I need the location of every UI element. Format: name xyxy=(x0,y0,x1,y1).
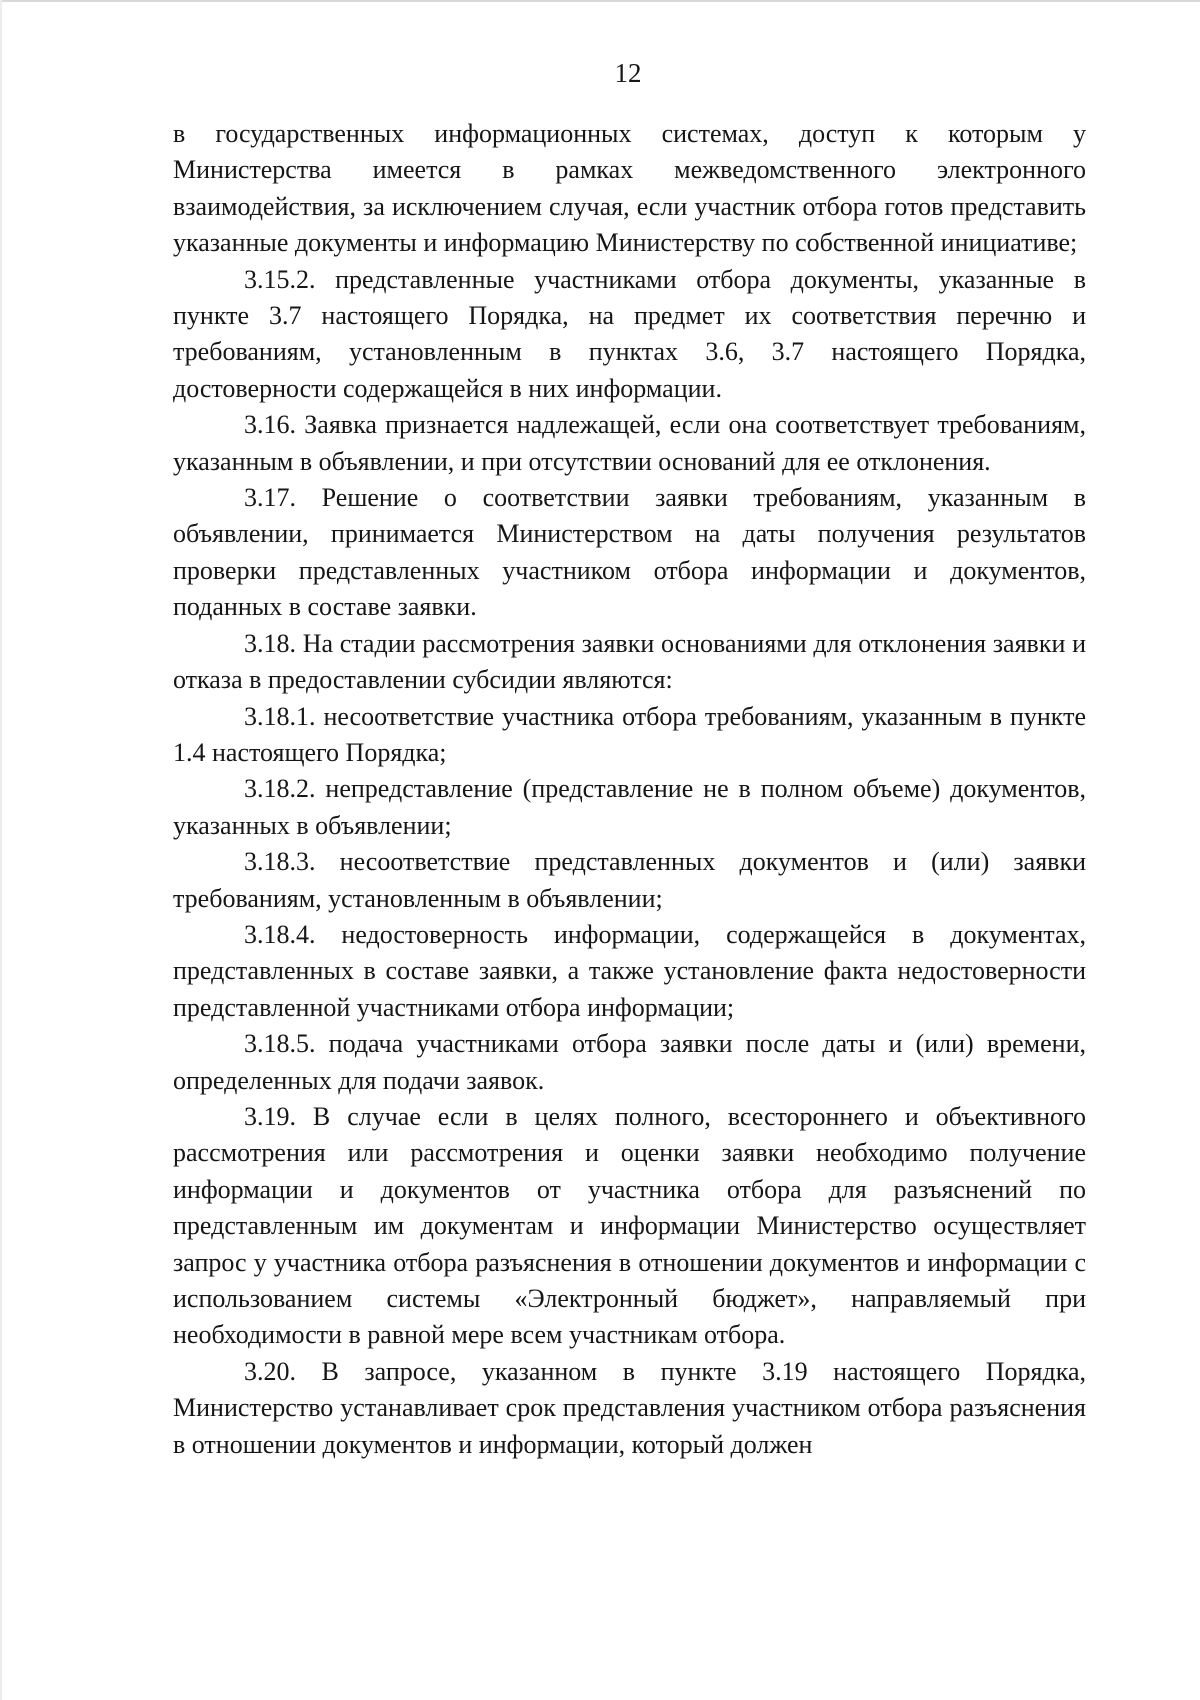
paragraph-3-18-2: 3.18.2. непредставление (представление не в полном объеме) документов, указанных в объявлении; xyxy=(173,774,1086,840)
paragraph-3-20: 3.20. В запросе, указанном в пункте 3.19 настоящего Порядка, Министерство устанавливает срок представления участником отбора разъяснения в отношении документов и информации, который должен xyxy=(173,1356,1086,1459)
paragraph-3-18: 3.18. На стадии рассмотрения заявки основаниями для отклонения заявки и отказа в предоставлении субсидии являются: xyxy=(173,628,1086,695)
paragraph-3-17: 3.17. Решение о соответствии заявки требованиям, указанным в объявлении, принимается Министерством на даты получения результатов проверки представленных участником отбора информации и документов, поданных в составе заявки. xyxy=(173,483,1086,622)
paragraph-3-19: 3.19. В случае если в целях полного, всестороннего и объективного рассмотрения или рассмотрения и оценки заявки необходимо получение информации и документов от участника отбора для разъяснений по представленным им документам и информации Министерство осуществляет запрос у участника отбора разъяснения в отношении документов и информации с использованием системы «Электронный бюджет», направляемый при необходимости в равной мере всем участникам отбора. xyxy=(173,1101,1086,1350)
scan-edge-top xyxy=(0,0,1200,2)
paragraph-3-15-2: 3.15.2. представленные участниками отбора документы, указанные в пункте 3.7 настоящего Порядка, на предмет их соответствия перечню и требованиям, установленным в пунктах 3.6, 3.7 настоящего Порядка, достоверности содержащейся в них информации. xyxy=(173,264,1086,403)
paragraph-continuation: в государственных информационных системах, доступ к которым у Министерства имеется в рамках межведомственного электронного взаимодействия, за исключением случая, если участник отбора готов представить указанные документы и информацию Министерству по собственной инициативе; xyxy=(173,119,1086,258)
paragraph-3-18-3: 3.18.3. несоответствие представленных документов и (или) заявки требованиям, установленным в объявлении; xyxy=(173,847,1086,913)
paragraph-3-16: 3.16. Заявка признается надлежащей, если она соответствует требованиям, указанным в объявлении, и при отсутствии оснований для ее отклонения. xyxy=(173,410,1086,476)
page-number: 12 xyxy=(614,58,642,88)
paragraph-3-18-5: 3.18.5. подача участниками отбора заявки после даты и (или) времени, определенных для подачи заявок. xyxy=(173,1029,1086,1095)
scan-edge-left xyxy=(0,0,2,1700)
document-body xyxy=(173,116,1086,1463)
paragraph-3-18-4: 3.18.4. недостоверность информации, содержащейся в документах, представленных в составе заявки, а также установление факта недостоверности представленной участниками отбора информации; xyxy=(173,919,1086,1022)
paragraph-3-18-1: 3.18.1. несоответствие участника отбора требованиям, указанным в пункте 1.4 настоящего Порядка; xyxy=(173,701,1086,767)
